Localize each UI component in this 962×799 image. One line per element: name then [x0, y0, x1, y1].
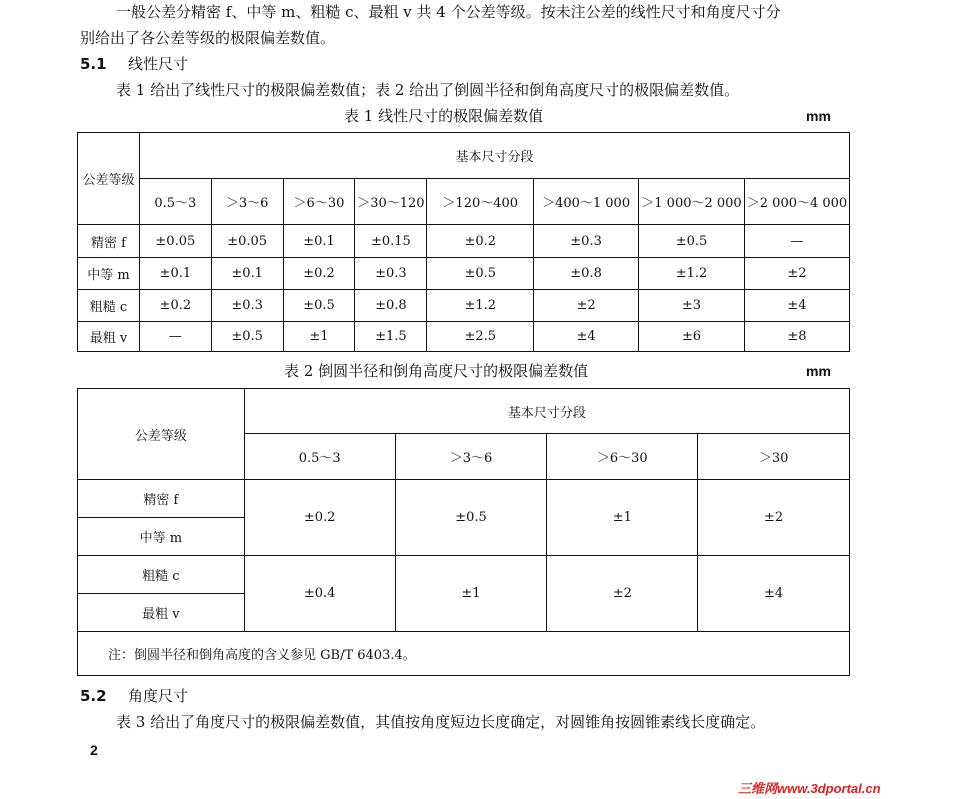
table1-cell: ±2: [744, 258, 849, 290]
table2-cell: ±0.4: [244, 556, 395, 632]
section-5-1-heading: [80, 52, 188, 76]
table1-grade: 最粗 v: [78, 322, 140, 352]
table1-cell: ±1.5: [355, 322, 427, 352]
table2-cell: ±2: [547, 556, 698, 632]
table1-cell: ±0.1: [211, 258, 283, 290]
table1-col-header: ＞400～1 000: [534, 179, 639, 225]
table1-col-header: ＞1 000～2 000: [639, 179, 745, 225]
table1-cell: ±0.5: [283, 290, 355, 322]
table1-cell: ±1: [283, 322, 355, 352]
table1-col-header: ＞3～6: [211, 179, 283, 225]
table1: [77, 132, 850, 352]
table2-col-header: ＞6～30: [547, 434, 698, 480]
watermark-logo: 三维网www.3dportal.cn: [738, 781, 881, 796]
table1-cell: ±1.2: [639, 258, 745, 290]
table-row: [78, 480, 850, 518]
table2-grade: 中等 m: [78, 518, 245, 556]
table2-unit: mm: [806, 363, 831, 379]
table1-col-header: ＞30～120: [355, 179, 427, 225]
table1-cell: ±0.5: [427, 258, 534, 290]
table2-group-header: 基本尺寸分段: [244, 389, 849, 434]
table1-cell: ±0.15: [355, 225, 427, 258]
table1-unit: mm: [806, 108, 831, 124]
table1-col-header: ＞6～30: [283, 179, 355, 225]
table2-col-header: ＞3～6: [395, 434, 547, 480]
intro-line-2: 别给出了各公差等级的极限偏差数值。: [80, 29, 336, 47]
page-number: 2: [90, 742, 98, 758]
table1-cell: ±0.5: [211, 322, 283, 352]
table1-caption: 表 1 线性尺寸的极限偏差数值: [344, 107, 544, 125]
table1-grade: 粗糙 c: [78, 290, 140, 322]
table1-cell: ±0.2: [427, 225, 534, 258]
section-number: 5.2: [80, 687, 107, 705]
table1-cell: —: [139, 322, 211, 352]
table-row: [78, 322, 850, 352]
table1-cell: ±0.2: [283, 258, 355, 290]
table1-cell: ±0.3: [355, 258, 427, 290]
table1-cell: ±0.8: [355, 290, 427, 322]
table1-cell: ±0.2: [139, 290, 211, 322]
table1-cell: ±2: [534, 290, 639, 322]
table1-cell: ±0.3: [534, 225, 639, 258]
section-title: 角度尺寸: [128, 687, 189, 705]
table1-cell: ±0.5: [639, 225, 745, 258]
table2-cell: ±1: [547, 480, 698, 556]
table1-cell: ±8: [744, 322, 849, 352]
table1-cell: ±4: [744, 290, 849, 322]
table1-cell: ±6: [639, 322, 745, 352]
table2-cell: ±1: [395, 556, 547, 632]
table2-note: 注：倒圆半径和倒角高度的含义参见 GB/T 6403.4。: [78, 632, 850, 676]
table1-col-header: ＞2 000～4 000: [744, 179, 849, 225]
table1-cell: ±2.5: [427, 322, 534, 352]
table1-cell: ±0.8: [534, 258, 639, 290]
table1-cell: ±3: [639, 290, 745, 322]
table2-caption: 表 2 倒圆半径和倒角高度尺寸的极限偏差数值: [284, 362, 589, 380]
table1-grade: 中等 m: [78, 258, 140, 290]
table1-col-header: ＞120～400: [427, 179, 534, 225]
table1-grade: 精密 f: [78, 225, 140, 258]
table2-grade: 粗糙 c: [78, 556, 245, 594]
table2-row-header: 公差等级: [78, 389, 245, 480]
table1-cell: ±1.2: [427, 290, 534, 322]
section-5-2-heading: [80, 684, 188, 708]
section-number: 5.1: [80, 55, 107, 73]
table1-col-header: 0.5～3: [139, 179, 211, 225]
table-row: [78, 290, 850, 322]
intro-line-1: 一般公差分精密 f、中等 m、粗糙 c、最粗 v 共 4 个公差等级。按未注公差的线性尺寸和角度尺寸分: [116, 3, 781, 21]
table1-cell: ±0.3: [211, 290, 283, 322]
table1-group-header: 基本尺寸分段: [139, 133, 849, 179]
section-5-2-text: 表 3 给出了角度尺寸的极限偏差数值，其值按角度短边长度确定，对圆锥角按圆锥素线长度确定。: [116, 713, 766, 731]
table1-cell: ±0.1: [283, 225, 355, 258]
table1-cell: ±0.05: [211, 225, 283, 258]
table1-cell: ±0.1: [139, 258, 211, 290]
table-row: [78, 225, 850, 258]
table2: [77, 388, 850, 676]
table1-cell: ±4: [534, 322, 639, 352]
table-row: [78, 258, 850, 290]
table2-grade: 精密 f: [78, 480, 245, 518]
table2-cell: ±0.5: [395, 480, 547, 556]
table1-cell: —: [744, 225, 849, 258]
table-row: [78, 556, 850, 594]
table2-cell: ±2: [698, 480, 850, 556]
table2-grade: 最粗 v: [78, 594, 245, 632]
table2-cell: ±4: [698, 556, 850, 632]
table2-col-header: ＞30: [698, 434, 850, 480]
table2-cell: ±0.2: [244, 480, 395, 556]
table1-cell: ±0.05: [139, 225, 211, 258]
section-title: 线性尺寸: [128, 55, 189, 73]
section-5-1-text: 表 1 给出了线性尺寸的极限偏差数值；表 2 给出了倒圆半径和倒角高度尺寸的极限偏差数值。: [116, 81, 740, 99]
table1-row-header: 公差等级: [78, 133, 140, 225]
table2-col-header: 0.5～3: [244, 434, 395, 480]
